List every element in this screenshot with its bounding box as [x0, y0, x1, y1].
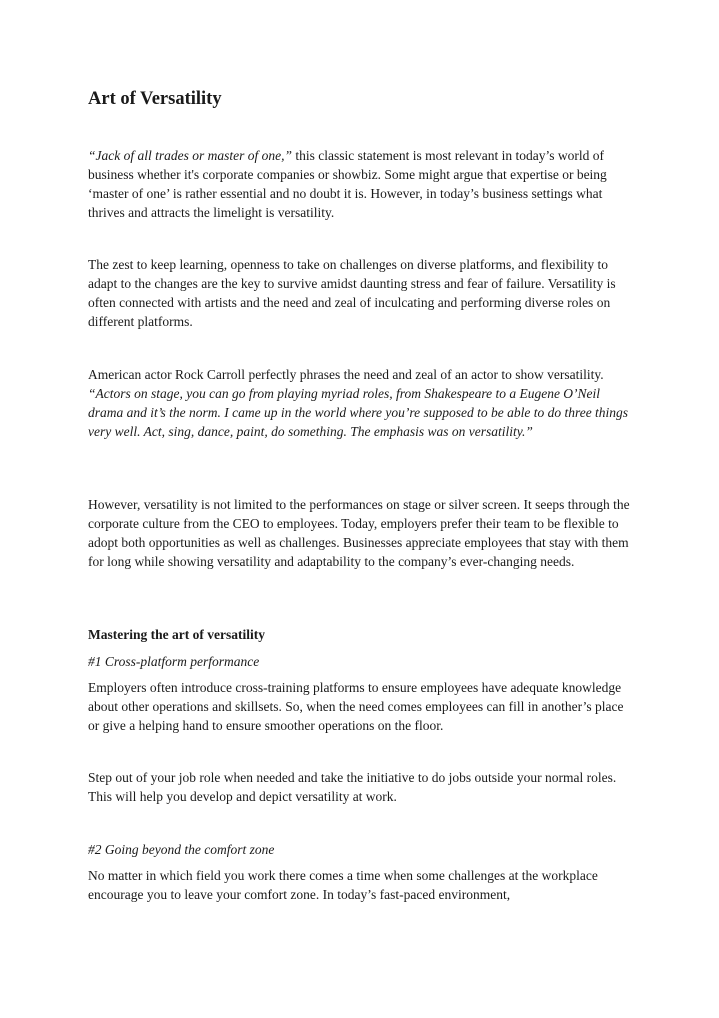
subheading-comfort-zone: #2 Going beyond the comfort zone — [88, 842, 275, 857]
subheading-cross-platform: #1 Cross-platform performance — [88, 654, 260, 669]
opening-quote: “Jack of all trades or master of one,” — [88, 148, 292, 163]
paragraph-zest: The zest to keep learning, openness to take on challenges on diverse platforms, and flexibility to adapt to the changes are the key to survive amidst daunting stress and fear of failure. Versatility is often connected with artists and the need and zeal of inculcating and performing diverse roles on different platforms. — [88, 257, 616, 329]
rock-carroll-intro: American actor Rock Carroll perfectly phrases the need and zeal of an actor to show versatility. — [88, 367, 604, 382]
rock-carroll-quote: “Actors on stage, you can go from playing myriad roles, from Shakespeare to a Eugene O’Neil drama and it’s the norm. I came up in the world where you’re supposed to be able to do three things very well. Act, sing, dance, paint, do something. The emphasis was on versatility.” — [88, 386, 629, 439]
intro-text: this classic statement is most relevant in today’s world of business whether it's corporate companies or showbiz. Some might argue that expertise or being ‘master of one’ is rather essential and no doubt it is. However, in today’s business settings what thrives and attracts the limelight is versatility. — [88, 148, 607, 220]
section-heading: Mastering the art of versatility — [88, 627, 265, 642]
paragraph-corporate: However, versatility is not limited to the performances on stage or silver screen. It seeps through the corporate culture from the CEO to employees. Today, employers prefer their team to be flexible to adopt both opportunities as well as challenges. Businesses appreciate employees that stay with them for long while showing versatility and adaptability to the company’s ever-changing needs. — [88, 497, 630, 569]
paragraph-rock-carroll — [88, 365, 636, 441]
document-title: Art of Versatility — [88, 89, 222, 109]
paragraph-cross-training: Employers often introduce cross-training platforms to ensure employees have adequate knowledge about other operations and skillsets. So, when the need comes employees can fill in another’s place or give a helping hand to ensure smoother operations on the floor. — [88, 680, 624, 733]
paragraph-comfort-zone: No matter in which field you work there comes a time when some challenges at the workplace encourage you to leave your comfort zone. In today’s fast-paced environment, — [88, 868, 598, 902]
paragraph-intro — [88, 146, 636, 222]
paragraph-step-out: Step out of your job role when needed and take the initiative to do jobs outside your normal roles. This will help you develop and depict versatility at work. — [88, 770, 617, 804]
